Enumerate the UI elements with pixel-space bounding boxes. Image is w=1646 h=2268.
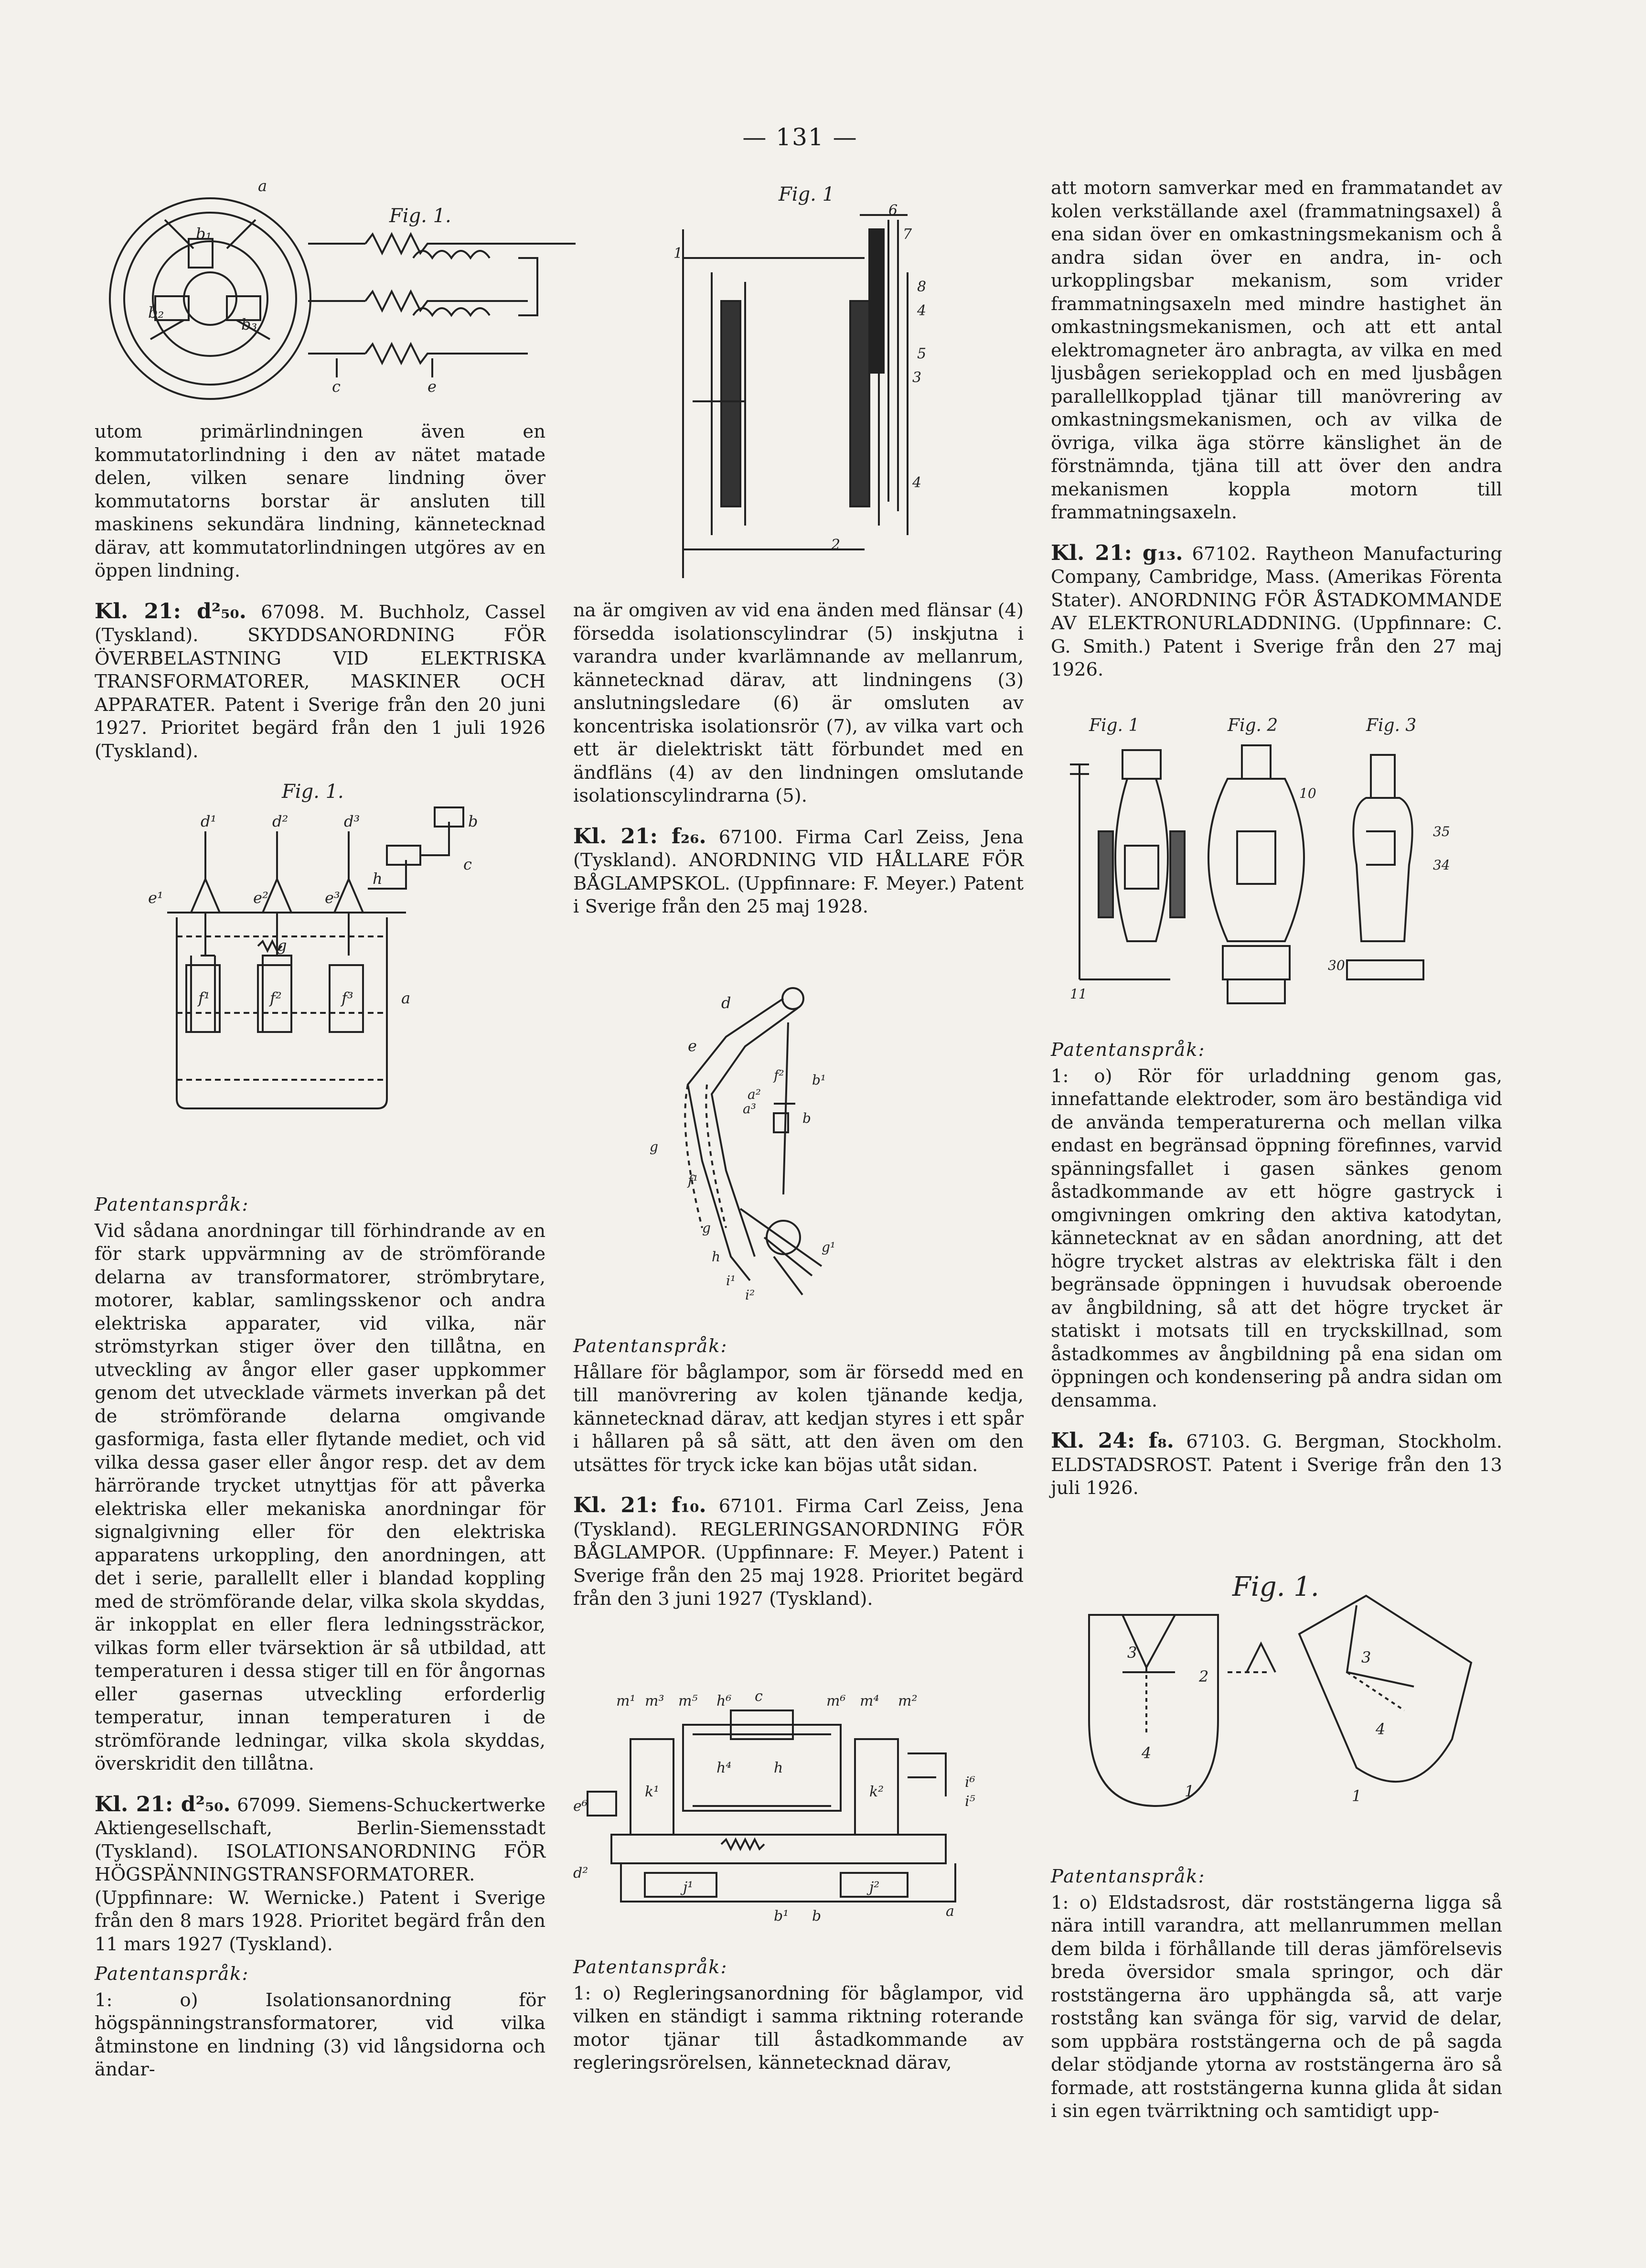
entry-67102-heading: 67102. Raytheon Manufacturing Company, Cambridge, Mass. (Amerikas Förenta Stater). ANORDNING FÖR ÅSTADKOMMANDE AV ELEKTRONURLADDNING. (Uppfinnare: C. G. Smith.) Patent i Sverige från den 27 maj 1926. bbox=[1051, 543, 1502, 680]
svg-text:4: 4 bbox=[917, 302, 927, 319]
figure-regulating-mechanism bbox=[573, 1688, 1003, 1930]
svg-text:d³: d³ bbox=[344, 812, 360, 830]
svg-text:h: h bbox=[712, 1249, 721, 1265]
column-3-upper bbox=[1051, 177, 1502, 682]
column-2-upper bbox=[573, 599, 1024, 919]
svg-text:f³: f³ bbox=[342, 989, 353, 1007]
entry-67100-heading: 67100. Firma Carl Zeiss, Jena (Tyskland). ANORDNING VID HÅLLARE FÖR BÅGLAMPSKOL. (Uppfinnare: F. Meyer.) Patent i Sverige från den 25 maj 1928. bbox=[573, 826, 1024, 917]
svg-text:1: 1 bbox=[673, 245, 683, 262]
svg-text:2: 2 bbox=[1199, 1667, 1209, 1686]
svg-text:i¹: i¹ bbox=[726, 1273, 736, 1289]
figure-grate-bars bbox=[1080, 1571, 1486, 1844]
svg-text:g: g bbox=[277, 936, 287, 955]
entry-67100-class: Kl. 21: f₂₆. bbox=[573, 824, 706, 849]
svg-text:f²: f² bbox=[774, 1067, 784, 1083]
svg-text:30: 30 bbox=[1328, 957, 1345, 973]
svg-text:b: b bbox=[812, 1908, 822, 1924]
svg-text:a: a bbox=[946, 1903, 954, 1920]
figure-arc-lamp-holder bbox=[631, 970, 898, 1314]
entry-67101-heading: 67101. Firma Carl Zeiss, Jena (Tyskland). REGLERINGSANORDNING FÖR BÅGLAMPOR. (Uppfinnare: F. Meyer.) Patent i Sverige från den 25 maj 1928. Prioritet begärd från den 3 juni 1927 (Tyskland). bbox=[573, 1495, 1024, 1610]
svg-text:i²: i² bbox=[745, 1287, 755, 1303]
svg-text:h⁴: h⁴ bbox=[716, 1760, 732, 1776]
svg-text:a²: a² bbox=[748, 1086, 761, 1102]
entry-67103-heading: 67103. G. Bergman, Stockholm. ELDSTADSROST. Patent i Sverige från den 13 juli 1926. bbox=[1051, 1431, 1502, 1499]
svg-text:6: 6 bbox=[888, 202, 898, 219]
svg-text:k¹: k¹ bbox=[645, 1784, 660, 1800]
svg-text:d²: d² bbox=[272, 812, 289, 830]
fig2-label: Fig. 1. bbox=[282, 781, 344, 803]
svg-text:34: 34 bbox=[1433, 857, 1450, 873]
svg-text:k²: k² bbox=[869, 1784, 884, 1800]
column-1-upper bbox=[95, 420, 545, 763]
column-3-lower bbox=[1051, 1859, 1502, 2123]
fig3-label: Fig. 1 bbox=[779, 183, 835, 205]
svg-text:m⁶: m⁶ bbox=[826, 1693, 846, 1709]
svg-text:e¹: e¹ bbox=[148, 889, 163, 907]
svg-text:8: 8 bbox=[917, 279, 927, 295]
column-1-lower bbox=[95, 1187, 545, 2082]
svg-text:i⁵: i⁵ bbox=[965, 1793, 975, 1810]
svg-text:m⁵: m⁵ bbox=[678, 1693, 698, 1709]
svg-text:e³: e³ bbox=[325, 889, 340, 907]
column-3-middle bbox=[1051, 1032, 1502, 1500]
svg-text:3: 3 bbox=[1127, 1644, 1137, 1662]
entry-67100 bbox=[573, 825, 1024, 919]
tube-fig3-label: Fig. 3 bbox=[1366, 716, 1417, 735]
entry-67103-claim: 1: o) Eldstadsrost, där roststängerna ligga så nära intill varandra, att mellanrummen mellan dem bilda i förhållande till deras jämförelsevis breda översidor smala springor, och där roststängerna äro upphängda så, att varje roststång kan svänga för sig, varvid de delar, som uppbära roststängerna och de på sagda delar stödjande ytorna av roststängerna äro så formade, att roststängerna kunna glida åt sidan i sin egen tvärriktning och samtidigt upp- bbox=[1051, 1892, 1502, 2122]
col1-claim-label-1: Patentanspråk: bbox=[95, 1194, 249, 1215]
entry-67098-class: Kl. 21: d²₅₀. bbox=[95, 599, 246, 623]
svg-text:4: 4 bbox=[1376, 1720, 1386, 1738]
svg-text:m²: m² bbox=[898, 1693, 918, 1709]
entry-67101-claim: 1: o) Regleringsanordning för båglampor, vid vilken en ständigt i samma riktning roterande motor tjänar till åstadkommande av regleringsrörelsen, kännetecknad därav, bbox=[573, 1982, 1024, 2074]
entry-67099 bbox=[95, 1793, 545, 1956]
svg-text:e: e bbox=[688, 1037, 697, 1055]
svg-text:f²: f² bbox=[270, 989, 282, 1007]
column-2-middle bbox=[573, 1328, 1024, 1611]
svg-text:b₁: b₁ bbox=[196, 225, 212, 243]
svg-text:j²: j² bbox=[869, 1879, 880, 1896]
entry-67098-heading: 67098. M. Buchholz, Cassel (Tyskland). SKYDDSANORDNING FÖR ÖVERBELASTNING VID ELEKTRISKA TRANSFORMATORER, MASKINER OCH APPARATER. Patent i Sverige från den 20 juni 1927. Prioritet begärd från den 1 juli 1926 (Tyskland). bbox=[95, 601, 545, 762]
entry-67101 bbox=[573, 1494, 1024, 1611]
svg-text:11: 11 bbox=[1070, 986, 1087, 1002]
svg-text:3: 3 bbox=[912, 369, 922, 386]
col3-claim-label-1: Patentanspråk: bbox=[1051, 1039, 1206, 1061]
entry-67102-class: Kl. 21: g₁₃. bbox=[1051, 540, 1183, 565]
svg-text:4: 4 bbox=[912, 474, 922, 491]
tube-fig1-label: Fig. 1 bbox=[1089, 716, 1140, 735]
entry-67103 bbox=[1051, 1430, 1502, 1500]
svg-text:c: c bbox=[755, 1688, 763, 1705]
entry-67098 bbox=[95, 600, 545, 763]
svg-text:1: 1 bbox=[1352, 1787, 1362, 1805]
svg-text:h: h bbox=[373, 870, 383, 888]
svg-text:c: c bbox=[332, 377, 341, 396]
svg-text:e⁶: e⁶ bbox=[573, 1798, 588, 1815]
svg-text:7: 7 bbox=[903, 226, 912, 243]
svg-text:4: 4 bbox=[1142, 1744, 1152, 1762]
svg-text:b₃: b₃ bbox=[241, 315, 257, 333]
svg-text:b¹: b¹ bbox=[774, 1908, 789, 1924]
svg-text:f¹: f¹ bbox=[198, 989, 210, 1007]
col2-intro: na är omgiven av vid ena änden med flänsar (4) försedda isolationscylindrar (5) inskjutna i varandra under kvarlämnande av mellanrum, kännetecknad därav, att lindningens (3) anslutningsledare (6) är omsluten av koncentriska isolationsrör (7), av vilka vart och ett är dielektriskt tätt förbundet med en ändfläns (4) av den lindningen omslutande isolationscylindrarna (5). bbox=[573, 600, 1024, 806]
entry-67099-heading: 67099. Siemens-Schuckertwerke Aktiengesellschaft, Berlin-Siemensstadt (Tyskland). ISOLATIONSANORDNING FÖR HÖGSPÄNNINGSTRANSFORMATORER. (Uppfinnare: W. Wernicke.) Patent i Sverige från den 8 mars 1928. Prioritet begärd från den 11 mars 1927 (Tyskland). bbox=[95, 1794, 545, 1955]
svg-text:m⁴: m⁴ bbox=[860, 1693, 879, 1709]
svg-text:b: b bbox=[468, 812, 478, 830]
svg-text:m¹: m¹ bbox=[616, 1693, 636, 1709]
col3-claim-label-2: Patentanspråk: bbox=[1051, 1866, 1206, 1887]
svg-text:d²: d² bbox=[573, 1865, 588, 1881]
svg-text:i⁶: i⁶ bbox=[965, 1774, 975, 1791]
figure-commutator-machine bbox=[98, 177, 547, 420]
entry-67102 bbox=[1051, 542, 1502, 682]
col3-intro: att motorn samverkar med en frammatandet av kolen verkställande axel (frammatningsaxel) å ena sidan över en omkastningsmekanism och å andra sidan över en andra, in- och urkopplingsbar mekanism, som vrider frammatningsaxeln med mindre hastighet än omkastningsmekanismen, och att ett antal elektromagneter äro anbragta, av vilka en med ljusbågen seriekopplad och en med ljusbågen parallellkopplad tjänar till manövrering av omkastningsmekanismen, och av vilka de övriga, vilka äga större känslighet än de förstnämnda, tjäna till att över den andra mekanismen koppla motorn till frammatningsaxeln. bbox=[1051, 177, 1502, 523]
col2-claim-label-1: Patentanspråk: bbox=[573, 1335, 728, 1357]
entry-67102-claim: 1: o) Rör för urladdning genom gas, innefattande elektroder, som äro beständiga vid de använda temperaturerna och mellan vilka endast en begränsad öppning förefinnes, varvid spänningsfallet i gasen sänkes genom åstadkommande av ett högre gastryck i omgivningen omkring den aktiva katodytan, kännetecknat av en sådan anordning, att det högre trycket alstras av elektriska fält i den begränsade öppningen i huvudsak oberoende av ångbildning, så att det högre trycket är statiskt i motsats till en tryckskillnad, som åstadkommes av ångbildning på ena sidan om öppningen och kondensering på andra sidan om densamma. bbox=[1051, 1065, 1502, 1411]
svg-text:10: 10 bbox=[1299, 785, 1316, 801]
svg-text:5: 5 bbox=[917, 345, 927, 362]
col1-claim-label-2: Patentanspråk: bbox=[95, 1963, 249, 1985]
col1-intro: utom primärlindningen även en kommutatorlindning i den av nätet matade delen, vilken senare lindning över kommutatorns borstar är ansluten till maskinens sekundära lindning, kännetecknad därav, att kommutatorlindningen utgöres av en öppen lindning. bbox=[95, 421, 545, 581]
svg-text:g: g bbox=[702, 1220, 711, 1236]
column-2-lower bbox=[573, 1949, 1024, 2075]
svg-text:c: c bbox=[463, 855, 472, 873]
svg-text:e: e bbox=[428, 377, 437, 396]
entry-67098-claim: Vid sådana anordningar till förhindrande av en för stark uppvärmning av de strömförande delarna av transformatorer, strömbrytare, motorer, kablar, samlingsskenor och andra elektriska apparater, vid vilka, när strömstyrkan stiger över den tillåtna, en utveckling av ångor eller gaser uppkommer genom det utvecklade värmets inverkan på det de strömförande delarna omgivande gasformiga, fasta eller flytande mediet, och vid vilka dessa gaser eller ångor resp. det av dem härrörande trycket utnyttjas för att påverka elektriska eller mekaniska anordningar för signalgivning eller för den elektriska apparatens urkoppling, den anordningen, att det i serie, parallellt eller i blandad koppling med de strömförande delar, vilka skola skyddas, är inkopplat en eller flera ledningssträckor, vilkas form eller tvärsektion är så utbildad, att temperaturen i dessa stiger till en för ångornas eller gasernas utveckling erforderlig temperatur, innan temperaturen i de strömförande ledningar, vilka skola skyddas, överskridit den tillåtna. bbox=[95, 1220, 545, 1774]
svg-text:j¹: j¹ bbox=[683, 1879, 694, 1896]
grate-fig-label: Fig. 1. bbox=[1232, 1571, 1319, 1602]
entry-67100-claim: Hållare för båglampor, som är försedd med en till manövrering av kolen tjänande kedja, kännetecknad därav, att kedjan styres i ett spår i hållaren på så sätt, att den även om den utsättes för tryck icke kan böjas utåt sidan. bbox=[573, 1361, 1024, 1476]
svg-text:a³: a³ bbox=[743, 1101, 756, 1117]
svg-text:f¹: f¹ bbox=[688, 1172, 698, 1188]
col2-claim-label-2: Patentanspråk: bbox=[573, 1956, 728, 1978]
svg-text:g¹: g¹ bbox=[822, 1239, 836, 1255]
page-number: — 131 — bbox=[742, 123, 858, 151]
svg-text:a: a bbox=[401, 989, 411, 1007]
svg-text:e²: e² bbox=[253, 889, 268, 907]
entry-67101-class: Kl. 21: f₁₀. bbox=[573, 1493, 706, 1517]
svg-text:3: 3 bbox=[1361, 1648, 1371, 1666]
svg-text:a: a bbox=[258, 177, 267, 195]
tube-fig2-label: Fig. 2 bbox=[1228, 716, 1278, 735]
svg-text:b: b bbox=[802, 1110, 811, 1126]
svg-text:b₂: b₂ bbox=[148, 303, 164, 322]
figure-transformer-insulation bbox=[621, 177, 965, 588]
figure-discharge-tubes bbox=[1060, 712, 1490, 1037]
entry-67099-class: Kl. 21: d²₅₀. bbox=[95, 1792, 231, 1817]
svg-text:m³: m³ bbox=[645, 1693, 664, 1709]
svg-text:h: h bbox=[774, 1760, 783, 1776]
svg-text:1: 1 bbox=[1185, 1782, 1195, 1800]
svg-text:h⁶: h⁶ bbox=[716, 1693, 732, 1709]
entry-67099-claim: 1: o) Isolationsanordning för högspänningstransformatorer, vid vilka åtminstone en lindning (3) vid långsidorna och ändar- bbox=[95, 1989, 545, 2080]
svg-text:d¹: d¹ bbox=[201, 812, 217, 830]
svg-text:2: 2 bbox=[831, 537, 841, 553]
svg-text:35: 35 bbox=[1433, 824, 1450, 839]
svg-text:g: g bbox=[650, 1139, 658, 1155]
svg-text:b¹: b¹ bbox=[812, 1072, 826, 1088]
svg-text:d: d bbox=[721, 994, 731, 1012]
entry-67103-class: Kl. 24: f₈. bbox=[1051, 1429, 1174, 1453]
figure-overload-protection bbox=[119, 781, 530, 1156]
fig1-label: Fig. 1. bbox=[389, 205, 451, 227]
